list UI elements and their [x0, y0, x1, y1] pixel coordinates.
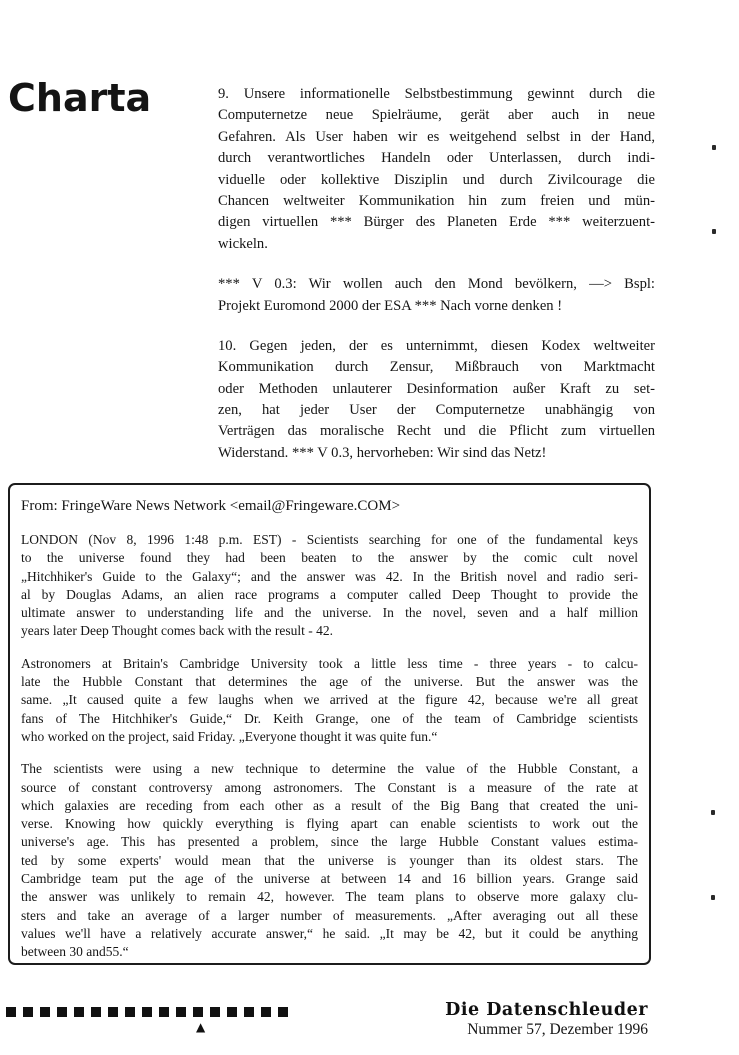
text-line: Verträgen das moralische Recht und die Pflicht zum virtuellen [218, 423, 655, 440]
text-line: zen, hat jeder User der Computernetze unabhängig von [218, 402, 655, 419]
square-bullet-icon [261, 1007, 271, 1017]
email-from-line: From: FringeWare News Network <email@Fringeware.COM> [21, 498, 401, 514]
text-line: *** V 0.3: Wir wollen auch den Mond bevölkern, —> Bspl: [218, 276, 655, 293]
square-bullet-icon [40, 1007, 50, 1017]
text-line: Astronomers at Britain's Cambridge University took a little less time - three years - to calcu- [21, 655, 638, 671]
magazine-title: Die Datenschleuder [445, 1000, 648, 1020]
text-line: which galaxies are receding from each other as a result of the Big Bang that created the uni- [21, 797, 638, 813]
charta-text-column [218, 84, 655, 483]
square-bullet-icon [227, 1007, 237, 1017]
text-line: to the universe found they had been beaten to the answer by the comic cult novel [21, 550, 638, 566]
text-line: 10. Gegen jeden, der es unternimmt, diesen Kodex weltweiter [218, 337, 655, 354]
text-line: LONDON (Nov 8, 1996 1:48 p.m. EST) - Scientists searching for one of the fundamental keys [21, 532, 638, 547]
text-line: values we'll have a relatively accurate answer,“ he said. „It may be 42, but it could be anything [21, 925, 638, 941]
scan-speck [711, 810, 715, 815]
text-line: Widerstand. *** V 0.3, hervorheben: Wir sind das Netz! [218, 444, 547, 461]
triangle-marker-icon: ▲ [196, 1020, 206, 1034]
text-line: between 30 and55.“ [21, 944, 129, 960]
text-line: Chancen weltweiter Kommunikation hin zum freien und mün- [218, 192, 655, 209]
square-bullet-icon [278, 1007, 288, 1017]
text-line: durch verantwortliches Handeln oder Unterlassen, durch indi- [218, 150, 655, 167]
square-bullet-icon [176, 1007, 186, 1017]
square-bullet-icon [159, 1007, 169, 1017]
charta-paragraph-10 [218, 336, 655, 464]
charta-paragraph-9 [218, 84, 655, 255]
text-line: Projekt Euromond 2000 der ESA *** Nach vorne denken ! [218, 297, 563, 314]
text-line: 9. Unsere informationelle Selbstbestimmung gewinnt durch die [218, 86, 655, 102]
article-paragraph-astronomers [21, 655, 638, 746]
square-bullet-icon [108, 1007, 118, 1017]
fringeware-article-box [8, 483, 651, 965]
text-line: oder Methoden unlauterer Desinformation außer Kraft zu set- [218, 380, 655, 397]
footer-dotted-rule [6, 1007, 288, 1017]
scan-speck [711, 895, 715, 900]
text-line: Gefahren. Als User haben wir es weitgehend selbst in der Hand, [218, 128, 655, 145]
square-bullet-icon [210, 1007, 220, 1017]
square-bullet-icon [57, 1007, 67, 1017]
scan-speck [712, 229, 716, 234]
text-line: digen virtuellen *** Bürger des Planeten Erde *** weiterzuent- [218, 214, 655, 231]
text-line: The scientists were using a new technique to determine the value of the Hubble Constant, a [21, 761, 638, 777]
text-line: years later Deep Thought comes back with the result - 42. [21, 623, 334, 639]
text-line: ted by some experts' would mean that the universe is younger than its oldest stars. The [21, 852, 638, 868]
text-line: universe's age. This has presented a problem, since the large Hubble Constant values estima- [21, 834, 638, 850]
text-line: al by Douglas Adams, an alien race programs a computer called Deep Thought to provide the [21, 586, 638, 602]
charta-paragraph-v03-note [218, 274, 655, 317]
text-line: ultimate answer to understanding life and the universe. In the novel, seven and a half million [21, 605, 638, 621]
text-line: sters and take an average of a larger number of measurements. „After averaging out all these [21, 907, 638, 923]
article-paragraph-scientists [21, 760, 638, 961]
square-bullet-icon [6, 1007, 16, 1017]
text-line: wickeln. [218, 235, 268, 252]
text-line: fans of The Hitchhiker's Guide,“ Dr. Keith Grange, one of the team of Cambridge scientists [21, 710, 638, 726]
scan-speck [712, 145, 716, 150]
footer-imprint [445, 1000, 648, 1039]
issue-number-line: Nummer 57, Dezember 1996 [467, 1021, 648, 1038]
text-line: Cambridge team put the age of the universe at between 14 and 16 billion years. Grange said [21, 871, 638, 887]
text-line: source of constant controversy among astronomers. The Constant is a measure of the rate at [21, 779, 638, 795]
page-title: Charta [8, 76, 152, 120]
text-line: Computernetze neue Spielräume, gerät aber auch in neue [218, 107, 655, 124]
square-bullet-icon [74, 1007, 84, 1017]
square-bullet-icon [91, 1007, 101, 1017]
square-bullet-icon [142, 1007, 152, 1017]
text-line: viduelle oder kollektive Disziplin und durch Zivilcourage die [218, 171, 655, 188]
text-line: „Hitchhiker's Guide to the Galaxy“; and the answer was 42. In the British novel and radio seri- [21, 568, 638, 584]
square-bullet-icon [193, 1007, 203, 1017]
text-line: the answer was unlikely to remain 42, however. The team plans to observe more galaxy clu- [21, 889, 638, 905]
text-line: verse. Knowing how quickly everything is flying apart can enable scientists to work out the [21, 816, 638, 832]
square-bullet-icon [23, 1007, 33, 1017]
text-line: same. „It caused quite a few laughs when we arrived at the figure 42, because we're all great [21, 692, 638, 708]
text-line: late the Hubble Constant that determines the age of the universe. But the answer was the [21, 674, 638, 690]
article-paragraph-london [21, 531, 638, 641]
square-bullet-icon [125, 1007, 135, 1017]
text-line: who worked on the project, said Friday. „Everyone thought it was quite fun.“ [21, 728, 438, 744]
square-bullet-icon [244, 1007, 254, 1017]
text-line: Kommunikation durch Zensur, Mißbrauch von Marktmacht [218, 359, 655, 376]
